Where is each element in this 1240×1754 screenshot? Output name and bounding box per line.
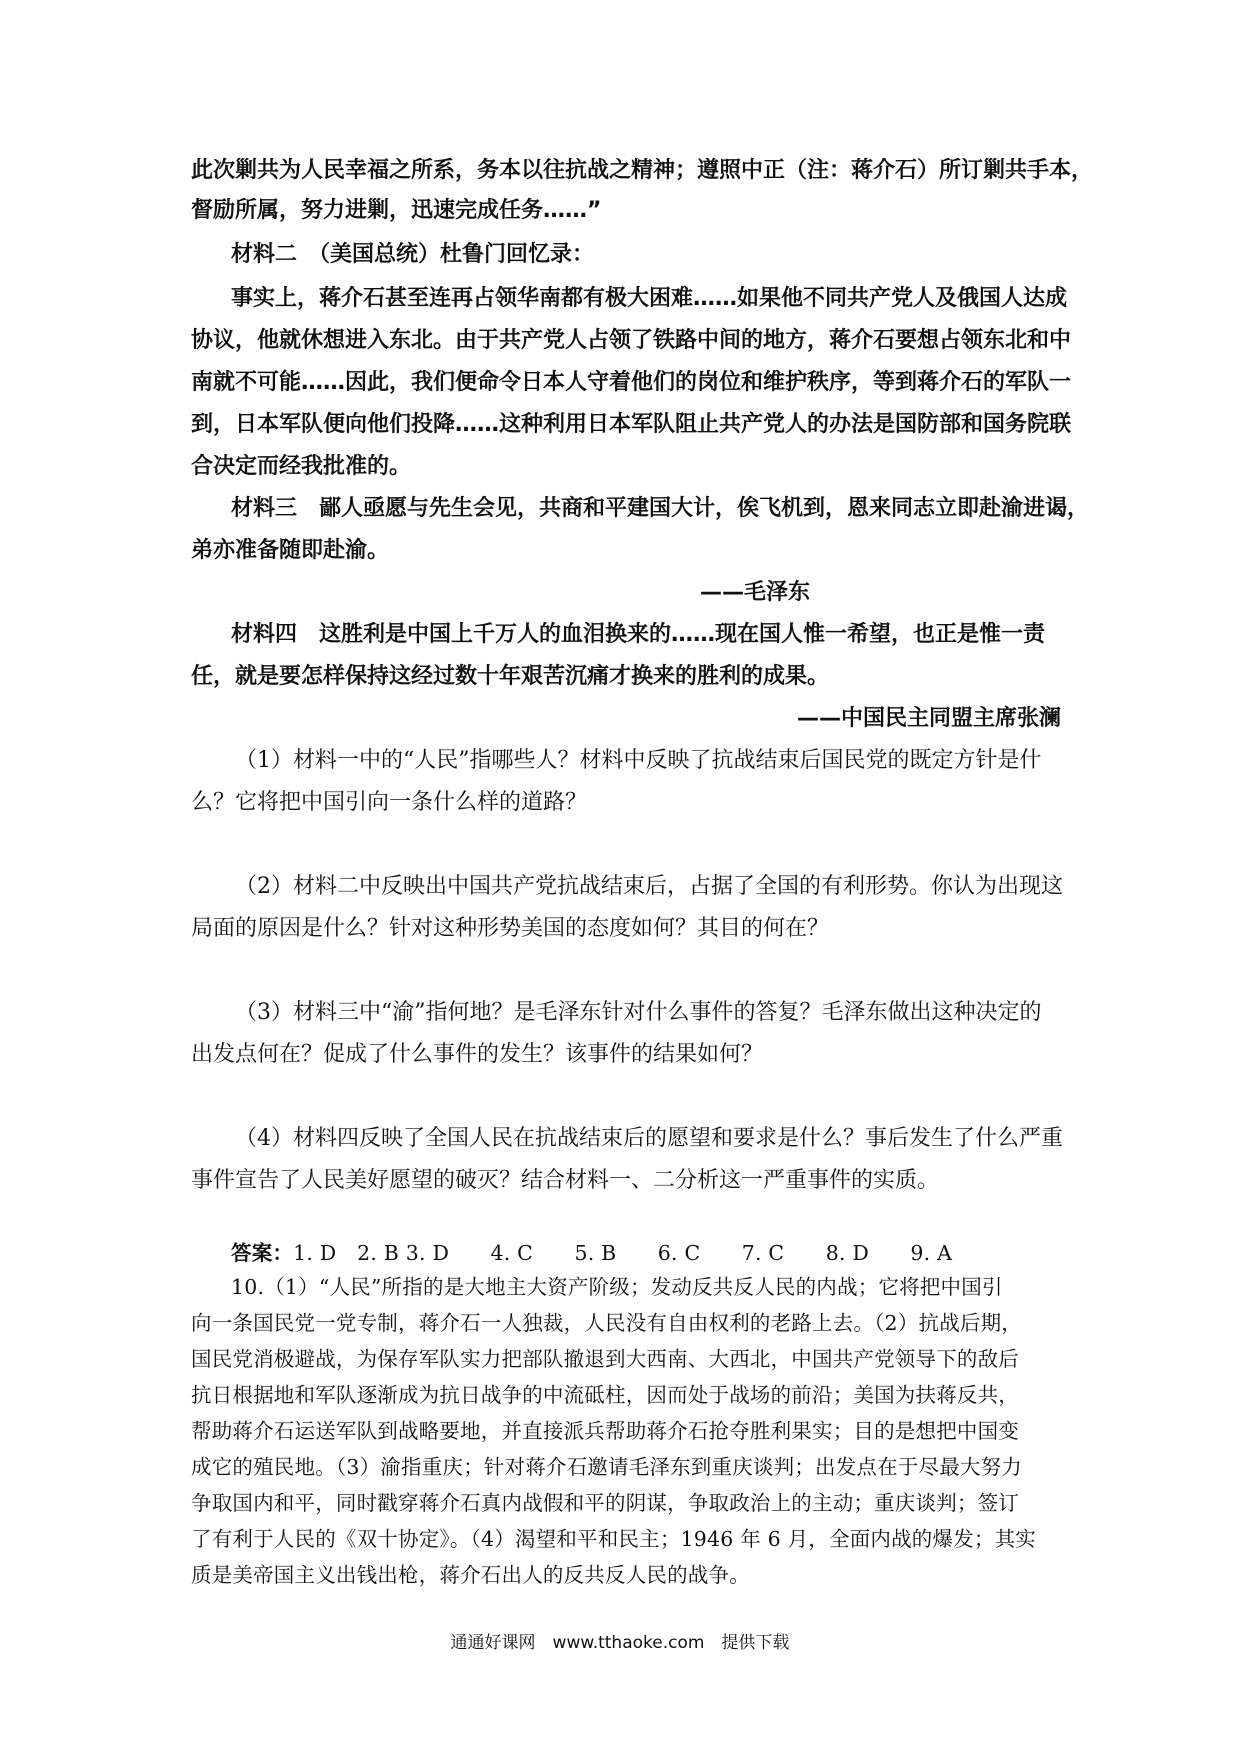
- material1-line-2: 督励所属，努力进剿，迅速完成任务……”: [191, 198, 602, 223]
- question-2-line-2: 局面的原因是什么？针对这种形势美国的态度如何？其目的何在？: [191, 916, 830, 941]
- answer-10-line-6: 成它的殖民地。（3）渝指重庆；针对蒋介石邀请毛泽东到重庆谈判；出发点在于尽最大努力: [191, 1455, 1022, 1479]
- answer-10-line-8: 了有利于人民的《双十协定》。（4）渴望和平和民主；1946 年 6 月，全面内战的爆发；其实: [191, 1527, 1037, 1551]
- material4-line-1: 材料四 这胜利是中国上千万人的血泪换来的……现在国人惟一希望，也正是惟一责: [231, 622, 1046, 647]
- page-footer: 通通好课网 www.tthaoke.com 提供下载: [450, 1633, 790, 1653]
- material4-source: ——中国民主同盟主席张澜: [796, 706, 1061, 731]
- question-1-line-2: 么？它将把中国引向一条什么样的道路？: [191, 790, 588, 815]
- answer-10-line-9: 质是美帝国主义出钱出枪，蒋介石出人的反共反人民的战争。: [191, 1563, 750, 1587]
- material3-line-2: 弟亦准备随即赴渝。: [191, 538, 390, 563]
- answer-10-line-1: 10.（1）“人民”所指的是大地主大资产阶级；发动反共反人民的内战；它将把中国引: [231, 1275, 1003, 1299]
- material3-line-1: 材料三 鄙人亟愿与先生会见，共商和平建国大计，俟飞机到，恩来同志立即赴渝进谒，: [231, 496, 1090, 521]
- question-2-line-1: （2）材料二中反映出中国共产党抗战结束后，占据了全国的有利形势。你认为出现这: [235, 874, 1063, 899]
- question-3-line-2: 出发点何在？促成了什么事件的发生？该事件的结果如何？: [191, 1042, 764, 1067]
- answer-10-line-2: 向一条国民党一党专制，蒋介石一人独裁，人民没有自由权利的老路上去。（2）抗战后期，: [191, 1311, 1022, 1335]
- answers-label: 答案：: [231, 1241, 294, 1265]
- question-3-line-1: （3）材料三中“渝”指何地？是毛泽东针对什么事件的答复？毛泽东做出这种决定的: [235, 1000, 1042, 1025]
- question-4-line-2: 事件宣告了人民美好愿望的破灭？结合材料一、二分析这一严重事件的实质。: [191, 1168, 940, 1193]
- material2-heading: 材料二 （美国总统）杜鲁门回忆录：: [231, 242, 595, 267]
- material3-source: ——毛泽东: [700, 580, 811, 605]
- material4-line-2: 任，就是要怎样保持这经过数十年艰苦沉痛才换来的胜利的成果。: [191, 664, 830, 689]
- answer-10-line-7: 争取国内和平，同时戳穿蒋介石真内战假和平的阴谋，争取政治上的主动；重庆谈判；签订: [191, 1491, 1019, 1515]
- material2-line-3: 南就不可能……因此，我们便命令日本人守着他们的岗位和维护秩序，等到蒋介石的军队一: [191, 370, 1072, 395]
- answer-10-line-3: 国民党消极避战，为保存军队实力把部队撤退到大西南、大西北，中国共产党领导下的敌后: [191, 1347, 1019, 1371]
- question-1-line-1: （1）材料一中的“人民”指哪些人？材料中反映了抗战结束后国民党的既定方针是什: [235, 748, 1042, 773]
- answers-choices: 1. D 2. B 3. D 4. C 5. B 6. C 7. C 8. D 9. A: [293, 1241, 953, 1265]
- question-4-line-1: （4）材料四反映了全国人民在抗战结束后的愿望和要求是什么？事后发生了什么严重: [235, 1126, 1063, 1151]
- material2-line-1: 事实上，蒋介石甚至连再占领华南都有极大困难……如果他不同共产党人及俄国人达成: [231, 286, 1068, 311]
- answer-10-line-4: 抗日根据地和军队逐渐成为抗日战争的中流砥柱，因而处于战场的前沿；美国为扶蒋反共，: [191, 1383, 1019, 1407]
- material1-line-1: 此次剿共为人民幸福之所系，务本以往抗战之精神；遵照中正（注：蒋介石）所订剿共手本，: [191, 158, 1094, 183]
- material2-line-4: 到，日本军队便向他们投降……这种利用日本军队阻止共产党人的办法是国防部和国务院联: [191, 412, 1072, 437]
- material2-line-2: 协议，他就休想进入东北。由于共产党人占领了铁路中间的地方，蒋介石要想占领东北和中: [191, 328, 1072, 353]
- answer-10-line-5: 帮助蒋介石运送军队到战略要地，并直接派兵帮助蒋介石抢夺胜利果实；目的是想把中国变: [191, 1419, 1019, 1443]
- answers-choices-line: [231, 1238, 1061, 1268]
- material2-line-5: 合决定而经我批准的。: [191, 454, 412, 479]
